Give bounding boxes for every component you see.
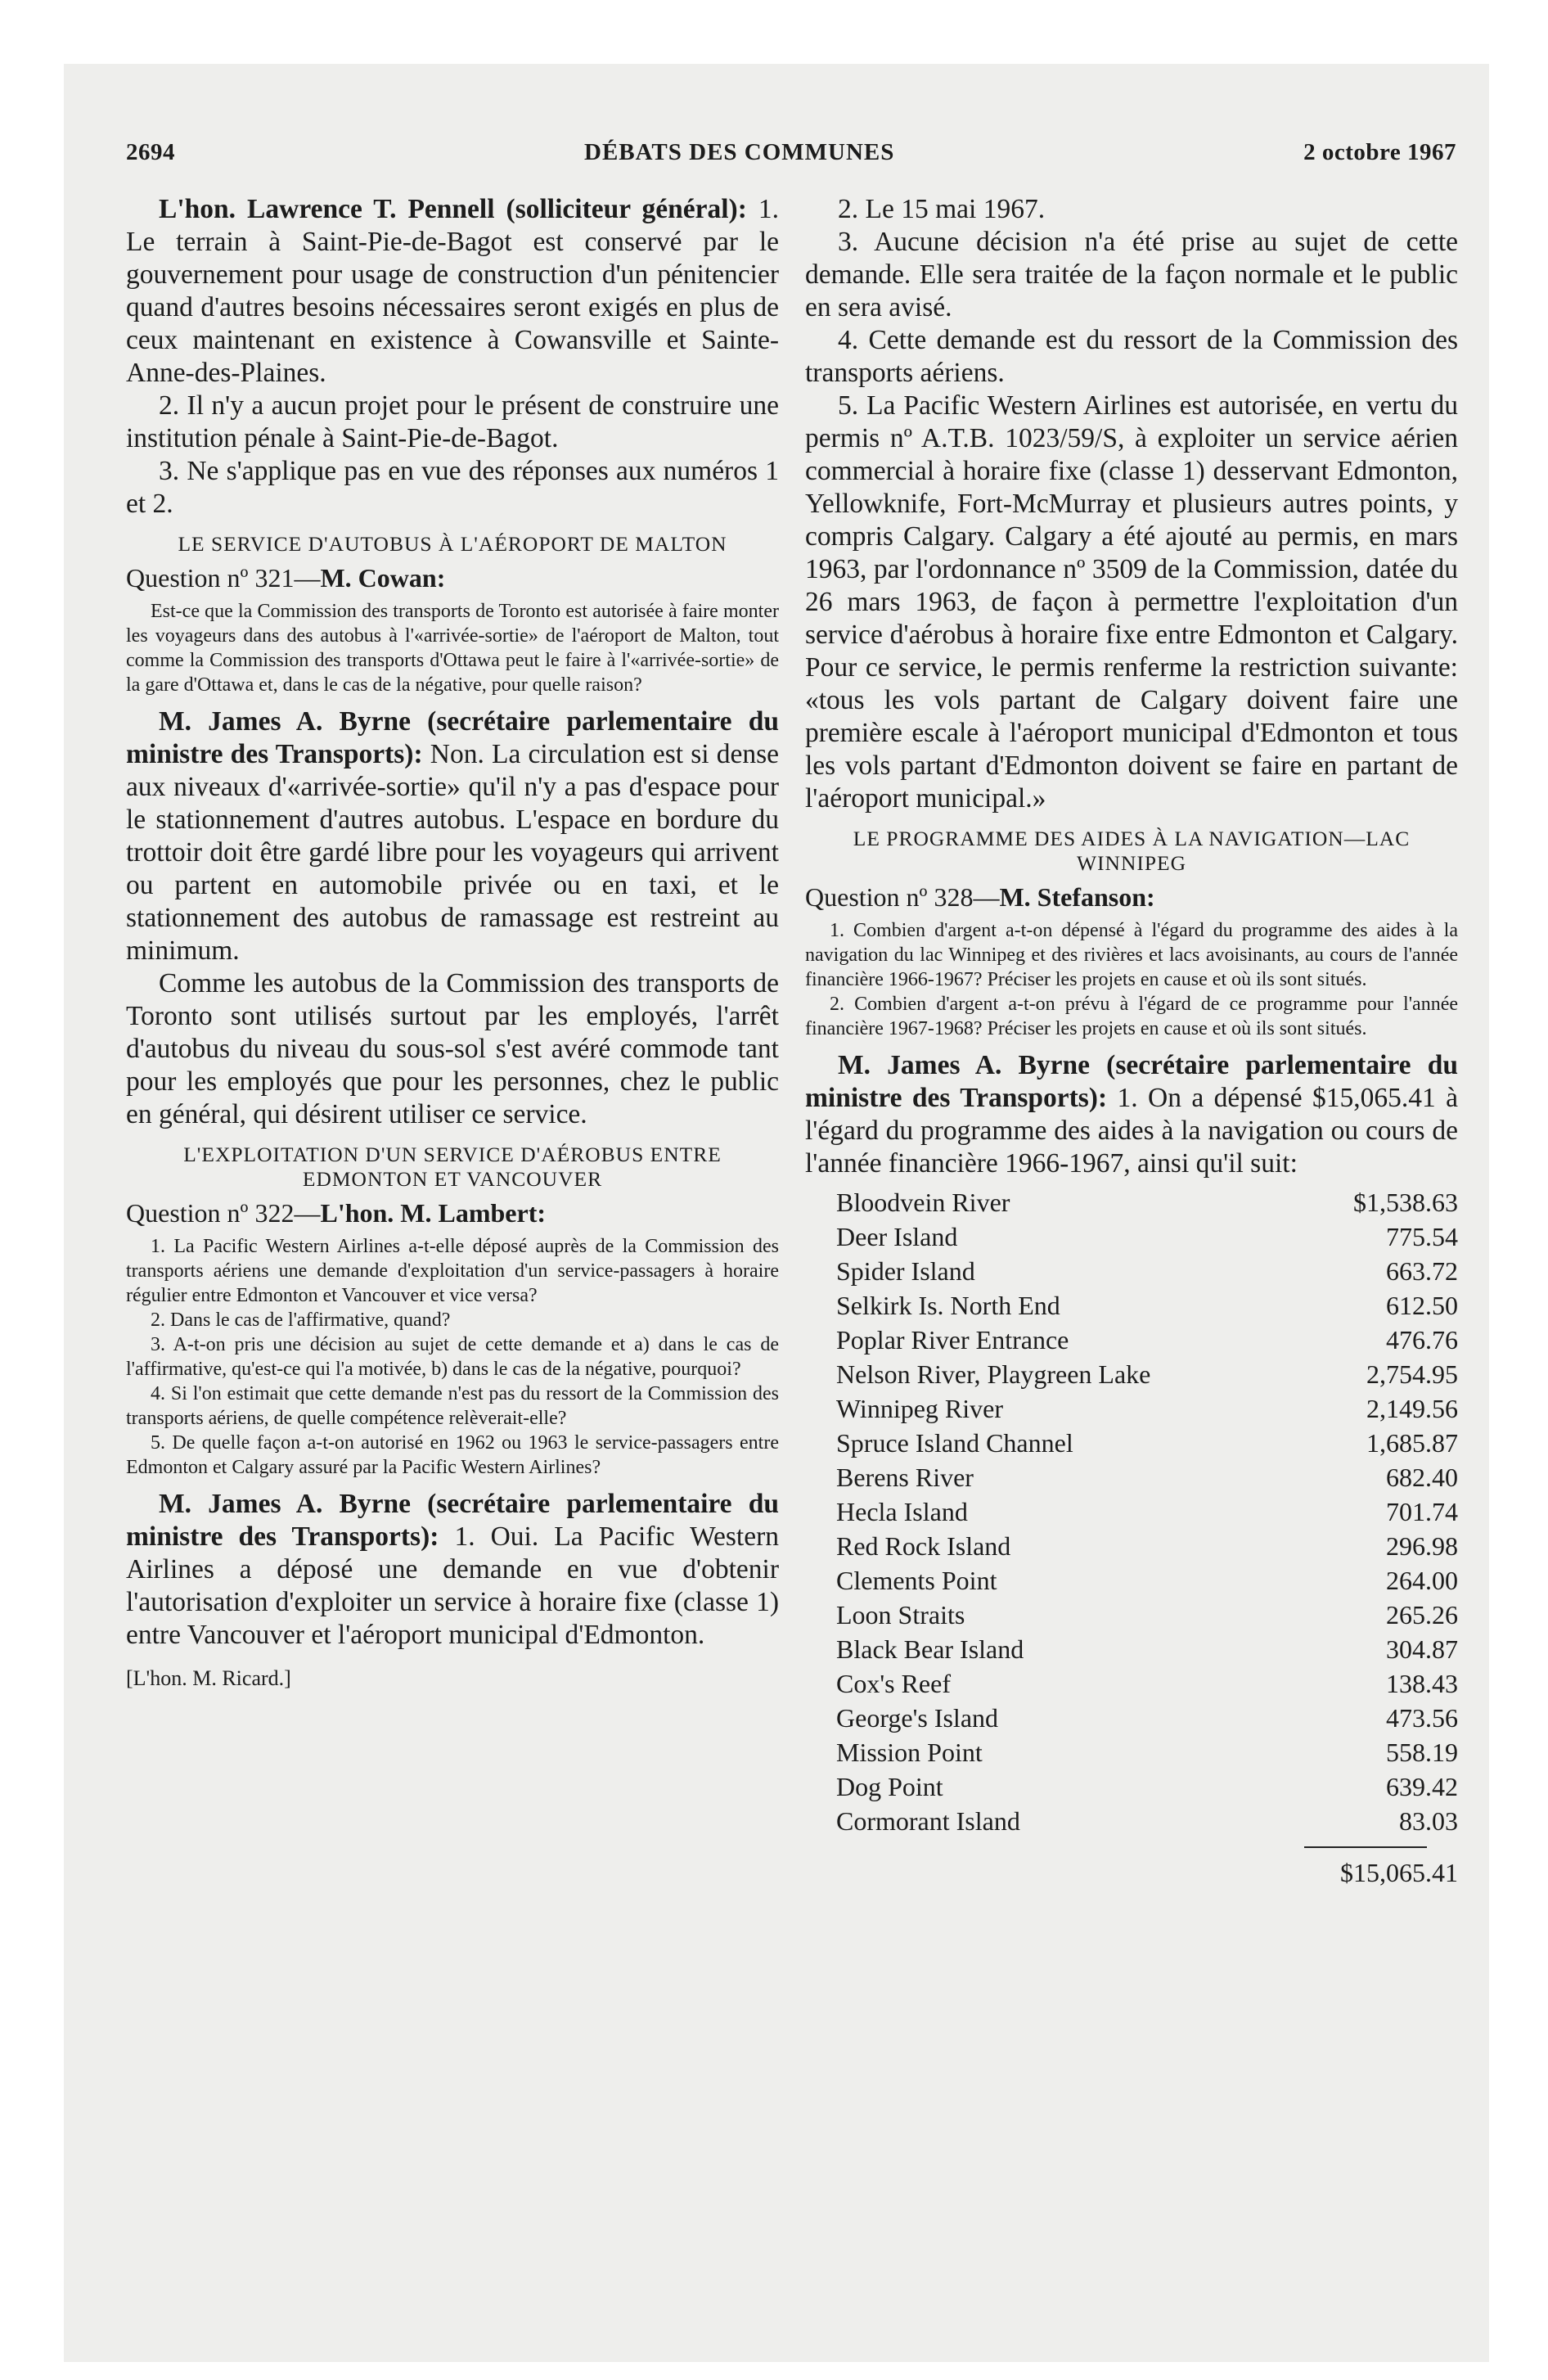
place-name: Cox's Reef — [836, 1669, 951, 1698]
place-name: Cormorant Island — [836, 1806, 1020, 1836]
amount: 682.40 — [1386, 1463, 1458, 1492]
speaker-byrne: M. James A. Byrne (secrétaire parlementaire du ministre des Transports): — [805, 1050, 1458, 1113]
place-name: Poplar River Entrance — [836, 1325, 1069, 1355]
amount: 1,685.87 — [1366, 1428, 1458, 1458]
table-row — [805, 1254, 1458, 1288]
section-heading: LE SERVICE D'AUTOBUS À L'AÉROPORT DE MALTON — [178, 532, 727, 556]
speaker-byrne: M. James A. Byrne (secrétaire parlementaire du ministre des Transports): — [126, 706, 779, 769]
table-total — [805, 1855, 1458, 1891]
table-row — [805, 1666, 1458, 1701]
table-row — [805, 1735, 1458, 1769]
question-item: 2. Combien d'argent a-t-on prévu à l'égard de ce programme pour l'année financière 1967-1968? Préciser les projets en cause et où ils sont situés. — [805, 994, 1458, 1039]
section-heading: L'EXPLOITATION D'UN SERVICE D'AÉROBUS ENTRE EDMONTON ET VANCOUVER — [183, 1143, 722, 1191]
place-name: Nelson River, Playgreen Lake — [836, 1359, 1151, 1389]
answer-paragraph: 3. Ne s'applique pas en vue des réponses aux numéros 1 et 2. — [126, 456, 779, 519]
table-row — [805, 1357, 1458, 1391]
question-text: Est-ce que la Commission des transports de Toronto est autorisée à faire monter les voyageurs dans des autobus à l'«arrivée-sortie» de l'aéroport de Malton, tout comme la Commission des transports d'Ottawa peut le faire à l'«arrivée-sortie» de la gare d'Ottawa et, dans le cas de la négative, pour quelle raison? — [126, 601, 779, 696]
place-name: Selkirk Is. North End — [836, 1291, 1060, 1320]
amount: 304.87 — [1386, 1634, 1458, 1664]
table-row — [805, 1288, 1458, 1323]
answer-pennell: L'hon. Lawrence T. Pennell (solliciteur général): 1. Le terrain à Saint-Pie-de-Bagot est conservé par le gouvernement pour usage de construction d'un pénitencier quand d'autres besoins nécessaires seront exigés en plus de ceux maintenant en existence à Cowansville et Sainte-Anne-des-Plaines. — [126, 194, 780, 388]
amount: $1,538.63 — [1353, 1188, 1458, 1217]
table-row — [805, 1460, 1458, 1494]
amount: 612.50 — [1386, 1291, 1458, 1320]
place-name: Berens River — [836, 1463, 974, 1492]
amount: 265.26 — [1386, 1600, 1458, 1629]
answer-paragraph: 4. Cette demande est du ressort de la Commission des transports aériens. — [805, 325, 1458, 388]
amount: 264.00 — [1386, 1566, 1458, 1595]
place-name: Spruce Island Channel — [836, 1428, 1073, 1458]
table-row — [805, 1563, 1458, 1598]
place-name: Clements Point — [836, 1566, 997, 1595]
amount: 83.03 — [1399, 1806, 1458, 1836]
place-name: Mission Point — [836, 1738, 983, 1767]
page-number: 2694 — [126, 139, 175, 165]
place-name: George's Island — [836, 1703, 999, 1733]
amount: 138.43 — [1386, 1669, 1458, 1698]
amount: 296.98 — [1386, 1531, 1458, 1561]
table-row — [805, 1632, 1458, 1666]
answer-paragraph: 3. Aucune décision n'a été prise au sujet de cette demande. Elle sera traitée de la façon normale et le public en sera avisé. — [805, 227, 1458, 322]
answer-byrne: M. James A. Byrne (secrétaire parlementaire du ministre des Transports): Non. La circulation est si dense aux niveaux d'«arrivée-sortie» qu'il n'y a pas d'espace pour le stationnement d'autres autobus. L'espace en bordure du trottoir doit être gardé libre pour les voyageurs qui arrivent ou partent en automobile privée ou en taxi, et le stationnement des autobus de ramassage est restreint au minimum. — [126, 706, 779, 966]
answer-byrne: M. James A. Byrne (secrétaire parlementaire du ministre des Transports): 1. On a dépensé $15,065.41 à l'égard du programme des aides à la navigation ou cours de l'année financière 1966-1967, ainsi qu'il suit: — [805, 1050, 1459, 1179]
section-heading: LE PROGRAMME DES AIDES À LA NAVIGATION—LAC WINNIPEG — [853, 827, 1411, 875]
place-name: Deer Island — [836, 1222, 958, 1251]
amount: 2,754.95 — [1366, 1359, 1458, 1389]
question-item: 2. Dans le cas de l'affirmative, quand? — [151, 1309, 451, 1331]
table-row — [805, 1426, 1458, 1460]
amount: 663.72 — [1386, 1256, 1458, 1286]
amount: 558.19 — [1386, 1738, 1458, 1767]
amount: 2,149.56 — [1366, 1394, 1458, 1423]
place-name: Winnipeg River — [836, 1394, 1003, 1423]
question-item: 4. Si l'on estimait que cette demande n'est pas du ressort de la Commission des transports aériens, de quelle compétence relèverait-elle? — [126, 1383, 779, 1429]
answer-paragraph: 2. Il n'y a aucun projet pour le présent de construire une institution pénale à Saint-Pie-de-Bagot. — [126, 390, 779, 453]
table-row — [805, 1494, 1458, 1529]
page-header — [126, 139, 1456, 172]
question-item: 1. Combien d'argent a-t-on dépensé à l'égard du programme des aides à la navigation du lac Winnipeg et des rivières et lacs avoisinants, au cours de l'année financière 1966-1967? Préciser les projets en cause et où ils sont situés. — [805, 920, 1458, 990]
speaker-pennell: L'hon. Lawrence T. Pennell (solliciteur général): — [159, 194, 747, 224]
amount: 473.56 — [1386, 1703, 1458, 1733]
place-name: Bloodvein River — [836, 1188, 1010, 1217]
total-amount: $15,065.41 — [1340, 1858, 1458, 1887]
question-line: Question nº 322—L'hon. M. Lambert: — [126, 1198, 547, 1228]
table-row — [805, 1804, 1458, 1838]
left-column — [126, 193, 779, 1691]
answer-paragraph: 2. Le 15 mai 1967. — [838, 194, 1046, 224]
table-row — [805, 1701, 1458, 1735]
question-line: Question nº 321—M. Cowan: — [126, 563, 446, 593]
question-item: 5. De quelle façon a-t-on autorisé en 1962 ou 1963 le service-passagers entre Edmonton et Calgary assuré par la Pacific Western Airlines? — [126, 1432, 779, 1478]
place-name: Dog Point — [836, 1772, 943, 1801]
amount: 775.54 — [1386, 1222, 1458, 1251]
question-line: Question nº 328—M. Stefanson: — [805, 882, 1155, 912]
table-row — [805, 1185, 1458, 1219]
table-row — [805, 1598, 1458, 1632]
answer-paragraph: Comme les autobus de la Commission des transports de Toronto sont utilisés surtout par les employés, l'arrêt d'autobus du niveau du sous-sol s'est avéré commode tant pour les employés que pour les personnes, chez le public en général, qui désirent utiliser ce service. — [126, 968, 779, 1129]
table-row — [805, 1323, 1458, 1357]
total-rule — [1304, 1846, 1427, 1848]
place-name: Black Bear Island — [836, 1634, 1024, 1664]
right-column — [805, 193, 1458, 1891]
place-name: Loon Straits — [836, 1600, 965, 1629]
sitting-date: 2 octobre 1967 — [1303, 139, 1456, 165]
amount: 639.42 — [1386, 1772, 1458, 1801]
question-item: 3. A-t-on pris une décision au sujet de cette demande et a) dans le cas de l'affirmative, qu'est-ce qui l'a motivée, b) dans le cas de la négative, pourquoi? — [126, 1334, 779, 1380]
amount: 701.74 — [1386, 1497, 1458, 1526]
place-name: Hecla Island — [836, 1497, 968, 1526]
expenditure-table — [805, 1185, 1458, 1891]
answer-byrne: M. James A. Byrne (secrétaire parlementaire du ministre des Transports): 1. Oui. La Pacific Western Airlines a déposé une demande en vue d'obtenir l'autorisation d'exploiter un service à horaire fixe (classe 1) entre Vancouver et l'aéroport municipal d'Edmonton. — [126, 1489, 779, 1650]
publication-title: DÉBATS DES COMMUNES — [584, 139, 895, 165]
speaker-byrne: M. James A. Byrne (secrétaire parlementaire du ministre des Transports): — [126, 1489, 779, 1552]
table-row — [805, 1391, 1458, 1426]
table-row — [805, 1219, 1458, 1254]
speaker-reference: [L'hon. M. Ricard.] — [126, 1666, 291, 1690]
question-item: 1. La Pacific Western Airlines a-t-elle déposé auprès de la Commission des transports aériens une demande d'exploitation d'un service-passagers à horaire régulier entre Edmonton et Vancouver et vice versa? — [126, 1236, 779, 1306]
table-row — [805, 1529, 1458, 1563]
table-row — [805, 1769, 1458, 1804]
answer-paragraph: 5. La Pacific Western Airlines est autorisée, en vertu du permis nº A.T.B. 1023/59/S, à exploiter un service aérien commercial à horaire fixe (classe 1) desservant Edmonton, Yellowknife, Fort-McMurray et plusieurs autres points, y compris Calgary. Calgary a été ajouté au permis, en mars 1963, par l'ordonnance nº 3509 de la Commission, datée du 26 mars 1963, de façon à permettre l'exploitation d'un service d'aérobus à horaire fixe entre Edmonton et Calgary. Pour ce service, le permis renferme la restriction suivante: «tous les vols partant de Calgary doivent faire une première escale à l'aéroport municipal d'Edmonton et tous les vols partant d'Edmonton doivent se faire en partant de l'aéroport municipal.» — [805, 390, 1458, 814]
place-name: Red Rock Island — [836, 1531, 1011, 1561]
amount: 476.76 — [1386, 1325, 1458, 1355]
place-name: Spider Island — [836, 1256, 975, 1286]
